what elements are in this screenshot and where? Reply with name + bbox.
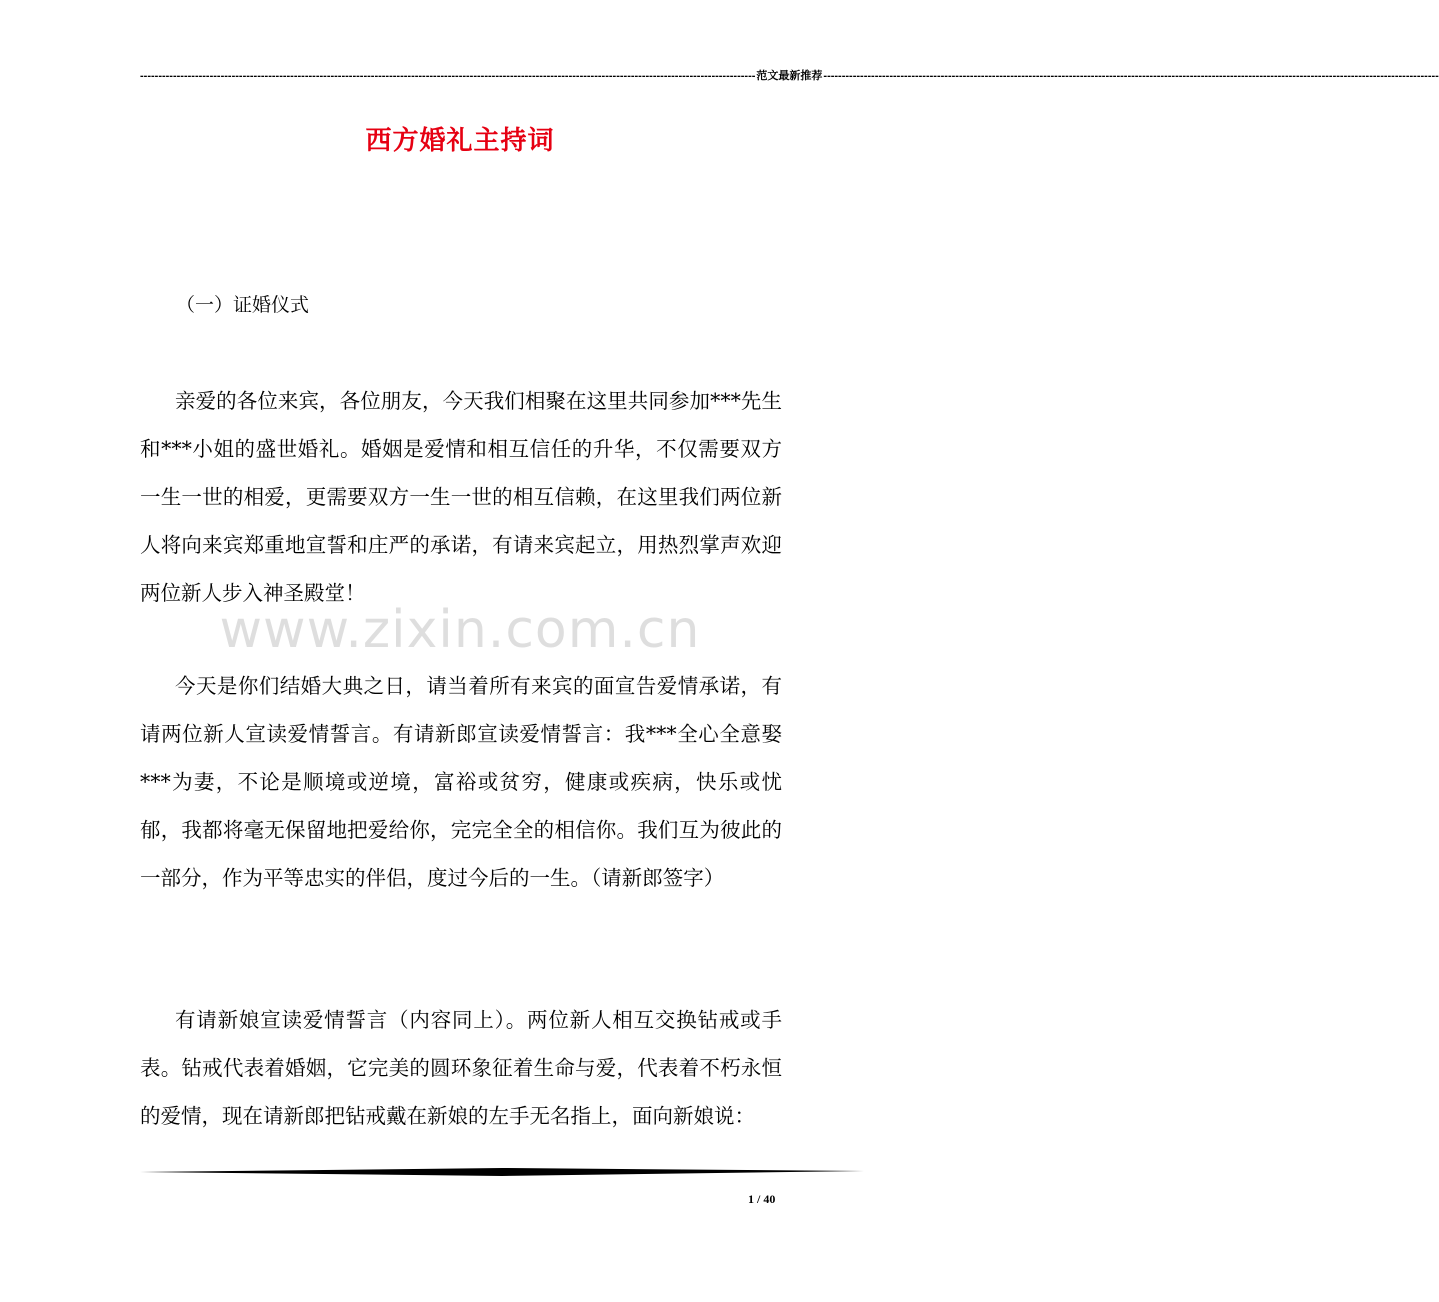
header-label: 范文最新推荐 <box>756 70 823 82</box>
page-header <box>140 68 1439 84</box>
header-dashes-right: ------------------------------------------------------------------------------------------------------------------------------------------------------------------------ <box>823 70 1439 82</box>
paragraph: 今天是你们结婚大典之日，请当着所有来宾的面宣告爱情承诺，有请两位新人宣读爱情誓言。有请新郎宣读爱情誓言：我***全心全意娶***为妻，不论是顺境或逆境，富裕或贫穷，健康或疾病，快乐或忧郁，我都将毫无保留地把爱给你，完完全全的相信你。我们互为彼此的一部分，作为平等忠实的伴侣，度过今后的一生。（请新郎签字） <box>140 674 782 890</box>
watermark: www.zixin.com.cn <box>219 600 701 660</box>
page-number: 1 / 40 <box>748 1192 776 1206</box>
paragraph: 有请新娘宣读爱情誓言（内容同上）。两位新人相互交换钻戒或手表。钻戒代表着婚姻，它完美的圆环象征着生命与爱，代表着不朽永恒的爱情，现在请新郎把钻戒戴在新娘的左手无名指上，面向新娘说： <box>140 1008 782 1128</box>
section-heading: （一）证婚仪式 <box>176 294 310 316</box>
footer-divider <box>140 1166 864 1178</box>
paragraph: 亲爱的各位来宾，各位朋友，今天我们相聚在这里共同参加***先生和***小姐的盛世婚礼。婚姻是爱情和相互信任的升华，不仅需要双方一生一世的相爱，更需要双方一生一世的相互信赖，在这里我们两位新人将向来宾郑重地宣誓和庄严的承诺，有请来宾起立，用热烈掌声欢迎两位新人步入神圣殿堂！ <box>140 389 782 605</box>
header-dashes-left: ------------------------------------------------------------------------------------------------------------------------------------------------------------------------ <box>140 70 756 82</box>
document-title: 西方婚礼主持词 <box>365 126 555 156</box>
